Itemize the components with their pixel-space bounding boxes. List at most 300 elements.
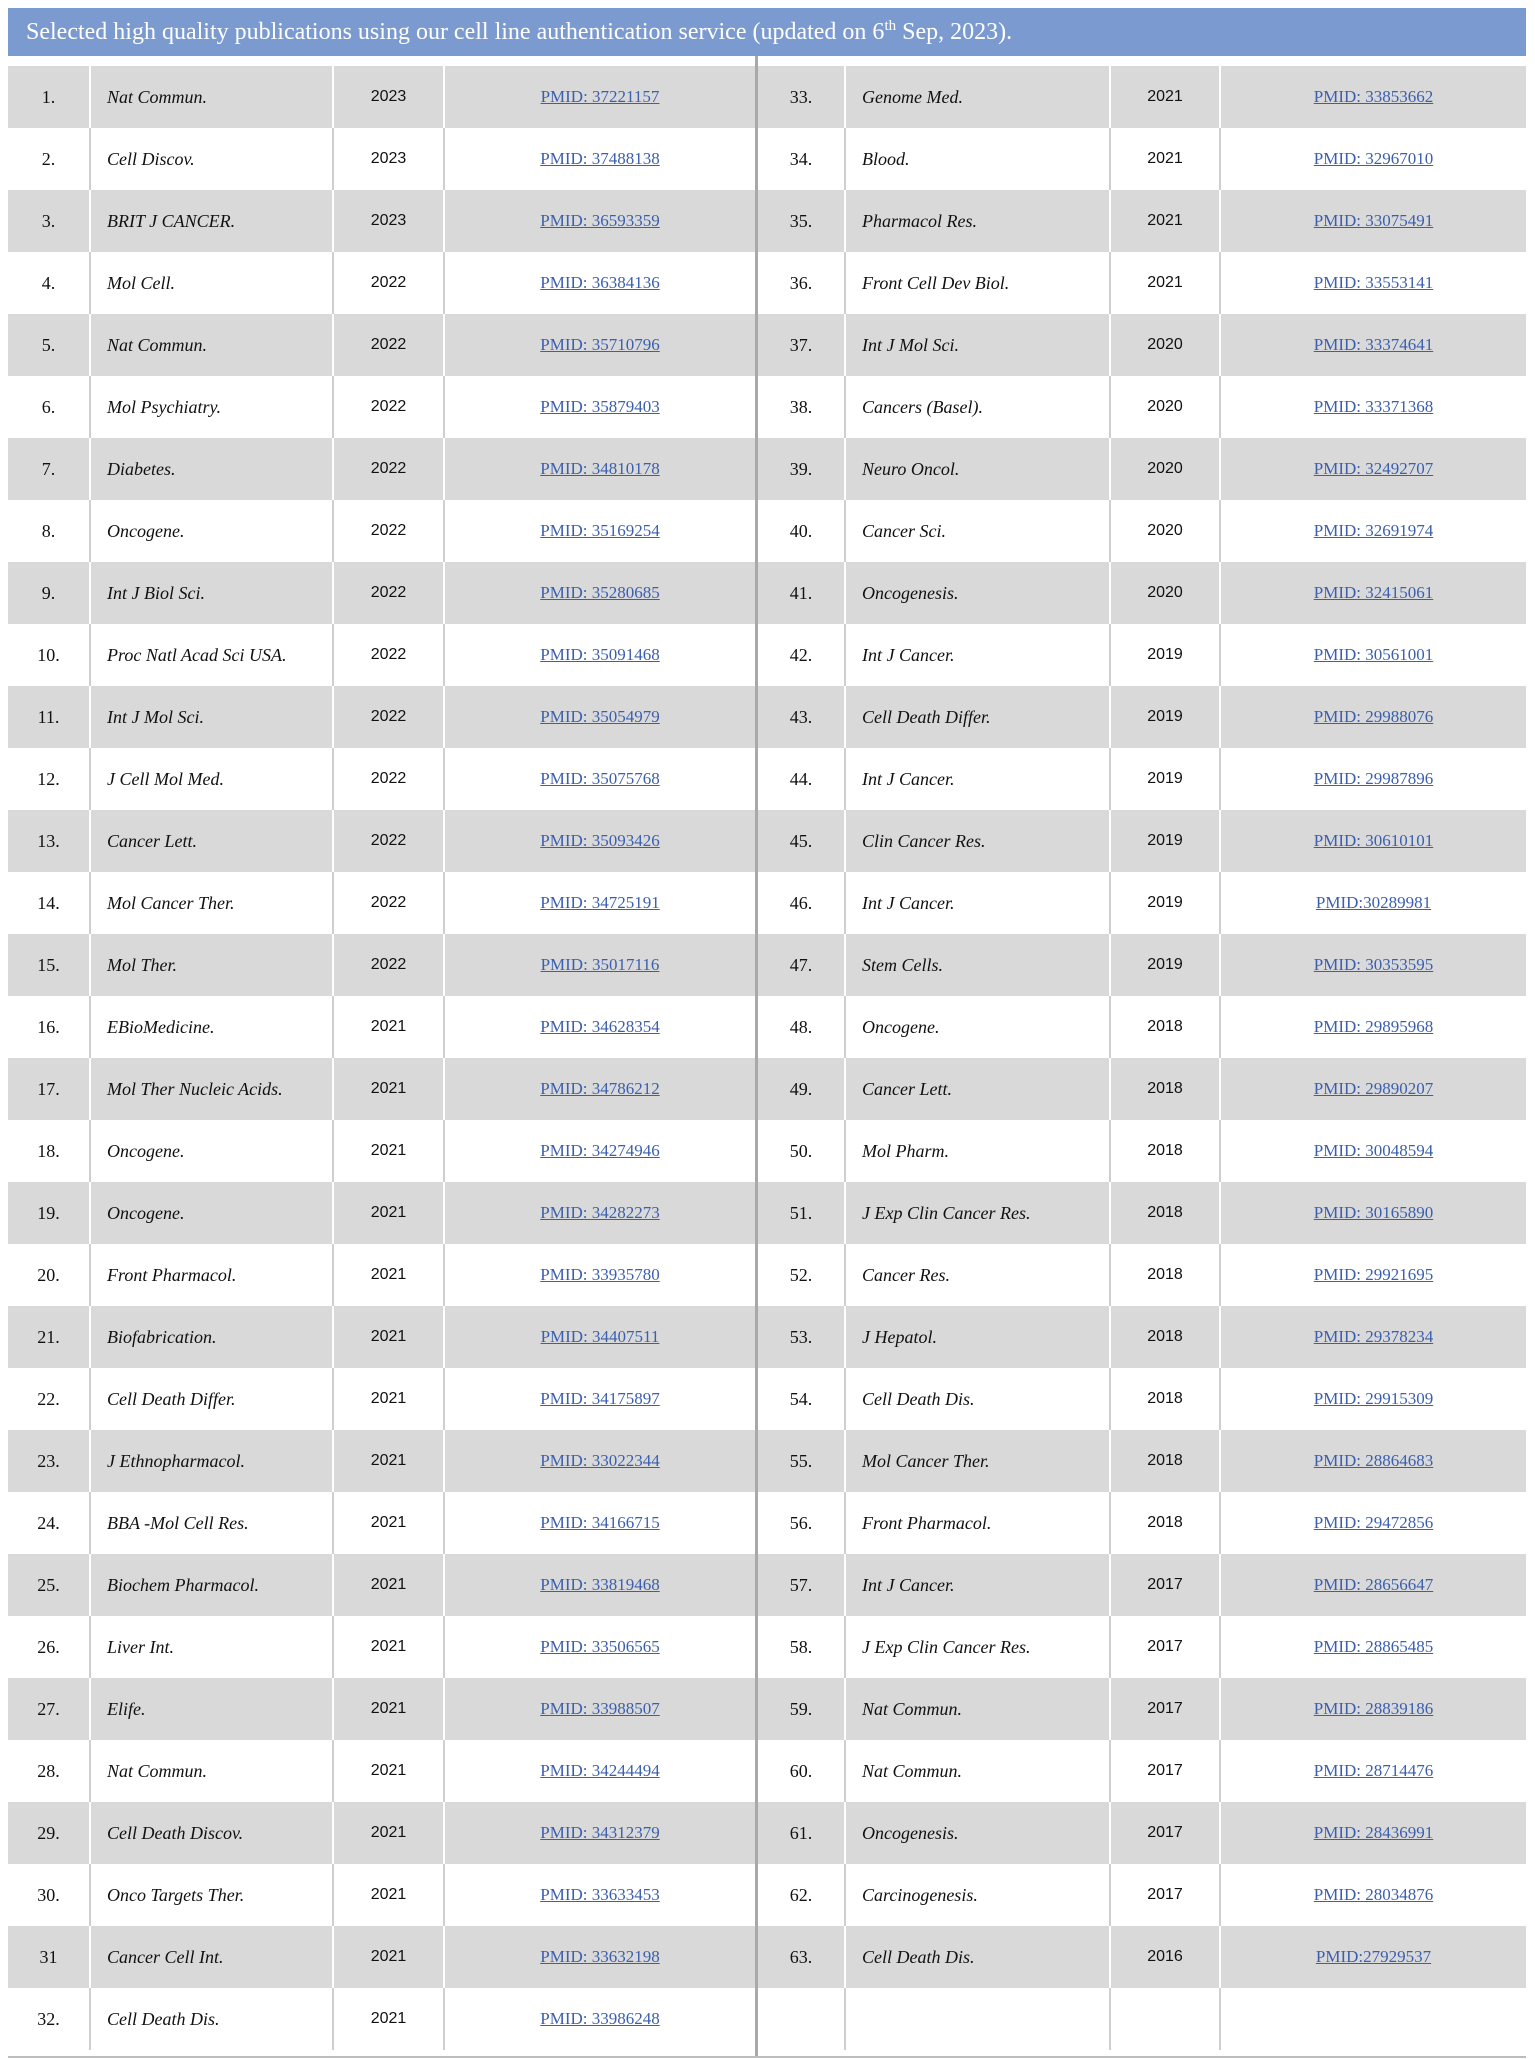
journal-name: Blood. xyxy=(862,148,910,169)
pmid-link-cell xyxy=(1220,1802,1526,1864)
publication-year-cell xyxy=(1110,1802,1220,1864)
pmid-link[interactable]: PMID: 35091468 xyxy=(540,645,660,664)
row-number: 16. xyxy=(37,1016,60,1037)
journal-name: Nat Commun. xyxy=(107,1760,208,1781)
row-number-cell xyxy=(758,1554,845,1616)
empty-cell xyxy=(758,1988,845,2050)
journal-name-cell xyxy=(90,810,333,872)
journal-name-cell xyxy=(90,1554,333,1616)
publication-year-cell xyxy=(333,1616,444,1678)
pmid-link[interactable]: PMID: 33075491 xyxy=(1313,211,1434,230)
row-number: 40. xyxy=(789,520,813,541)
pmid-link[interactable]: PMID: 34244494 xyxy=(540,1761,660,1780)
journal-name-cell xyxy=(845,1864,1110,1926)
journal-name: EBioMedicine. xyxy=(107,1016,215,1037)
journal-name: Int J Mol Sci. xyxy=(862,334,959,355)
publication-year: 2021 xyxy=(1147,274,1183,291)
pmid-link-cell xyxy=(1220,376,1526,438)
pmid-link-cell xyxy=(444,500,755,562)
row-number-cell xyxy=(758,1368,845,1430)
row-number-cell xyxy=(8,624,90,686)
table-row xyxy=(8,748,755,810)
row-number: 15. xyxy=(37,954,60,975)
pmid-link[interactable]: PMID: 28864683 xyxy=(1313,1451,1434,1470)
publication-year-cell xyxy=(1110,1616,1220,1678)
table-row xyxy=(8,934,755,996)
pmid-link[interactable]: PMID: 37488138 xyxy=(540,149,660,168)
row-number: 55. xyxy=(789,1450,813,1471)
pmid-link-cell xyxy=(444,66,755,128)
table-row xyxy=(8,1926,755,1988)
publication-year-cell xyxy=(1110,314,1220,376)
pmid-link-cell xyxy=(444,1368,755,1430)
row-number: 24. xyxy=(37,1512,60,1533)
journal-name: Biofabrication. xyxy=(107,1326,217,1347)
pmid-link[interactable]: PMID: 35280685 xyxy=(540,583,660,602)
pmid-link[interactable]: PMID: 32492707 xyxy=(1313,459,1434,478)
publication-year: 2021 xyxy=(370,1824,407,1841)
publication-year: 2019 xyxy=(1147,894,1183,911)
journal-name: BRIT J CANCER. xyxy=(107,210,236,231)
publication-year: 2022 xyxy=(370,646,407,663)
publication-year-cell xyxy=(1110,996,1220,1058)
journal-name-cell xyxy=(845,1368,1110,1430)
pmid-link[interactable]: PMID:27929537 xyxy=(1315,1947,1432,1966)
pmid-link[interactable]: PMID: 35054979 xyxy=(540,707,660,726)
pmid-link-cell xyxy=(1220,562,1526,624)
publication-year-cell xyxy=(1110,1058,1220,1120)
journal-name-cell xyxy=(845,1306,1110,1368)
table-row xyxy=(758,1120,1526,1182)
table-row xyxy=(758,934,1526,996)
pmid-link[interactable]: PMID: 33853662 xyxy=(1313,87,1434,106)
table-row xyxy=(8,1864,755,1926)
table-row xyxy=(758,1678,1526,1740)
table-row xyxy=(8,1740,755,1802)
row-number-cell xyxy=(758,1802,845,1864)
journal-name: J Cell Mol Med. xyxy=(107,768,224,789)
publications-table-left xyxy=(8,66,755,2050)
table-row xyxy=(8,996,755,1058)
row-number-cell xyxy=(8,996,90,1058)
journal-name-cell xyxy=(845,1120,1110,1182)
publication-year: 2017 xyxy=(1147,1824,1183,1841)
pmid-link[interactable]: PMID: 29895968 xyxy=(1313,1017,1434,1036)
row-number: 48. xyxy=(789,1016,813,1037)
pmid-link[interactable]: PMID: 36384136 xyxy=(540,273,660,292)
publication-year: 2022 xyxy=(370,832,407,849)
publication-year-cell xyxy=(1110,438,1220,500)
row-number: 9. xyxy=(41,582,56,603)
pmid-link[interactable]: PMID: 32967010 xyxy=(1313,149,1434,168)
publication-year-cell xyxy=(333,1926,444,1988)
table-row xyxy=(8,190,755,252)
publication-year: 2022 xyxy=(370,460,407,477)
table-row xyxy=(8,562,755,624)
row-number: 26. xyxy=(37,1636,60,1657)
publication-year-cell xyxy=(333,1120,444,1182)
row-number-cell xyxy=(758,1616,845,1678)
table-row xyxy=(758,66,1526,128)
journal-name: Nat Commun. xyxy=(862,1760,963,1781)
journal-name: Cancer Lett. xyxy=(107,830,197,851)
row-number-cell xyxy=(8,128,90,190)
pmid-link[interactable]: PMID: 35879403 xyxy=(540,397,660,416)
journal-name: Int J Cancer. xyxy=(862,892,955,913)
pmid-link[interactable]: PMID: 30048594 xyxy=(1313,1141,1434,1160)
journal-name-cell xyxy=(845,1802,1110,1864)
journal-name: Nat Commun. xyxy=(862,1698,963,1719)
publication-year-cell xyxy=(333,624,444,686)
journal-name: Oncogenesis. xyxy=(862,1822,959,1843)
pmid-link[interactable]: PMID: 33819468 xyxy=(540,1575,660,1594)
row-number: 18. xyxy=(37,1140,60,1161)
publication-year: 2018 xyxy=(1147,1390,1183,1407)
journal-name-cell xyxy=(845,500,1110,562)
publication-year-cell xyxy=(333,686,444,748)
pmid-link-cell xyxy=(1220,1120,1526,1182)
journal-name: J Exp Clin Cancer Res. xyxy=(862,1636,1031,1657)
pmid-link-cell xyxy=(444,1306,755,1368)
pmid-link[interactable]: PMID: 29378234 xyxy=(1313,1327,1434,1346)
publication-year-cell xyxy=(1110,686,1220,748)
pmid-link-cell xyxy=(444,1802,755,1864)
row-number-cell xyxy=(8,500,90,562)
pmid-link-cell xyxy=(444,1430,755,1492)
row-number-cell xyxy=(8,1554,90,1616)
row-number-cell xyxy=(758,1120,845,1182)
publication-year-cell xyxy=(333,438,444,500)
publication-year-cell xyxy=(333,996,444,1058)
row-number-cell xyxy=(758,624,845,686)
table-row xyxy=(8,1306,755,1368)
pmid-link[interactable]: PMID: 33633453 xyxy=(540,1885,660,1904)
publication-year-cell xyxy=(333,1864,444,1926)
table-row xyxy=(8,810,755,872)
pmid-link-cell xyxy=(444,934,755,996)
table-row xyxy=(8,1988,755,2050)
row-number: 59. xyxy=(789,1698,813,1719)
journal-name-cell xyxy=(845,1182,1110,1244)
pmid-link[interactable]: PMID: 33632198 xyxy=(540,1947,660,1966)
journal-name: Int J Mol Sci. xyxy=(107,706,204,727)
row-number-cell xyxy=(8,376,90,438)
pmid-link-cell xyxy=(444,1120,755,1182)
journal-name-cell xyxy=(845,1244,1110,1306)
table-row xyxy=(8,1430,755,1492)
pmid-link[interactable]: PMID: 33374641 xyxy=(1313,335,1434,354)
row-number: 57. xyxy=(789,1574,813,1595)
pmid-link-cell xyxy=(1220,686,1526,748)
row-number: 47. xyxy=(789,954,813,975)
journal-name-cell xyxy=(90,1430,333,1492)
journal-name: Mol Cancer Ther. xyxy=(862,1450,990,1471)
pmid-link[interactable]: PMID: 34175897 xyxy=(540,1389,660,1408)
pmid-link[interactable]: PMID: 30561001 xyxy=(1313,645,1434,664)
journal-name-cell xyxy=(845,872,1110,934)
publication-year: 2016 xyxy=(1147,1948,1183,1965)
publication-year-cell xyxy=(1110,1492,1220,1554)
pmid-link-cell xyxy=(444,1988,755,2050)
row-number-cell xyxy=(8,66,90,128)
row-number: 43. xyxy=(789,706,813,727)
pmid-link-cell xyxy=(444,1554,755,1616)
publication-year: 2021 xyxy=(370,1762,407,1779)
row-number: 41. xyxy=(789,582,813,603)
publication-year: 2020 xyxy=(1147,398,1183,415)
pmid-link[interactable]: PMID: 28865485 xyxy=(1313,1637,1434,1656)
pmid-link[interactable]: PMID: 34312379 xyxy=(540,1823,660,1842)
publication-year: 2021 xyxy=(370,1452,407,1469)
journal-name: Cancer Lett. xyxy=(862,1078,952,1099)
publication-year: 2022 xyxy=(370,956,407,973)
pmid-link[interactable]: PMID: 28714476 xyxy=(1313,1761,1434,1780)
row-number-cell xyxy=(8,748,90,810)
publication-year-cell xyxy=(1110,1554,1220,1616)
pmid-link-cell xyxy=(1220,934,1526,996)
journal-name: BBA -Mol Cell Res. xyxy=(107,1512,249,1533)
publication-year-cell xyxy=(333,1554,444,1616)
journal-name-cell xyxy=(90,934,333,996)
journal-name: Front Cell Dev Biol. xyxy=(862,272,1010,293)
journal-name-cell xyxy=(90,624,333,686)
table-row xyxy=(758,1926,1526,1988)
pmid-link-cell xyxy=(1220,1740,1526,1802)
publication-year: 2021 xyxy=(1147,88,1183,105)
pmid-link-cell xyxy=(444,1058,755,1120)
table-row xyxy=(758,624,1526,686)
publication-year: 2018 xyxy=(1147,1142,1183,1159)
publication-year-cell xyxy=(1110,934,1220,996)
pmid-link-cell xyxy=(1220,810,1526,872)
journal-name-cell xyxy=(90,314,333,376)
table-row xyxy=(8,252,755,314)
pmid-link-cell xyxy=(1220,1492,1526,1554)
pmid-link[interactable]: PMID: 37221157 xyxy=(540,87,660,106)
row-number: 6. xyxy=(41,396,56,417)
pmid-link-cell xyxy=(444,1678,755,1740)
pmid-link-cell xyxy=(1220,1244,1526,1306)
pmid-link[interactable]: PMID: 33988507 xyxy=(540,1699,660,1718)
publication-tables xyxy=(8,56,1526,2058)
pmid-link[interactable]: PMID: 29472856 xyxy=(1313,1513,1434,1532)
journal-name: Neuro Oncol. xyxy=(862,458,960,479)
journal-name-cell xyxy=(845,996,1110,1058)
pmid-link[interactable]: PMID: 30165890 xyxy=(1313,1203,1434,1222)
row-number-cell xyxy=(8,872,90,934)
table-row xyxy=(8,1244,755,1306)
row-number: 14. xyxy=(37,892,60,913)
publication-year: 2021 xyxy=(370,1576,407,1593)
pmid-link[interactable]: PMID:30289981 xyxy=(1315,893,1432,912)
publication-year: 2018 xyxy=(1147,1328,1183,1345)
pmid-link-cell xyxy=(444,314,755,376)
pmid-link[interactable]: PMID: 34407511 xyxy=(540,1327,660,1346)
journal-name-cell xyxy=(90,438,333,500)
pmid-link[interactable]: PMID: 32691974 xyxy=(1313,521,1434,540)
publications-page xyxy=(8,8,1526,2029)
empty-cell xyxy=(845,1988,1110,2050)
pmid-link[interactable]: PMID: 33935780 xyxy=(540,1265,660,1284)
pmid-link[interactable]: PMID: 29987896 xyxy=(1313,769,1434,788)
journal-name: Onco Targets Ther. xyxy=(107,1884,245,1905)
pmid-link[interactable]: PMID: 30610101 xyxy=(1313,831,1434,850)
journal-name-cell xyxy=(845,1678,1110,1740)
publication-year: 2022 xyxy=(370,398,407,415)
journal-name: J Ethnopharmacol. xyxy=(107,1450,245,1471)
journal-name-cell xyxy=(90,1864,333,1926)
row-number: 31 xyxy=(39,1946,58,1967)
publication-year: 2018 xyxy=(1147,1204,1183,1221)
pmid-link[interactable]: PMID: 28436991 xyxy=(1313,1823,1434,1842)
publication-year-cell xyxy=(333,1058,444,1120)
table-row xyxy=(758,500,1526,562)
row-number: 61. xyxy=(789,1822,813,1843)
journal-name: Diabetes. xyxy=(107,458,176,479)
publication-year-cell xyxy=(333,1802,444,1864)
journal-name-cell xyxy=(845,810,1110,872)
table-bottom-border xyxy=(8,2056,1526,2058)
journal-name: Proc Natl Acad Sci USA. xyxy=(107,644,287,665)
journal-name-cell xyxy=(90,1988,333,2050)
journal-name-cell xyxy=(845,190,1110,252)
title-text: Selected high quality publications using our cell line authentication service (updated on 6 xyxy=(26,19,885,45)
row-number: 44. xyxy=(789,768,813,789)
pmid-link-cell xyxy=(1220,1864,1526,1926)
publications-table-right xyxy=(758,66,1526,2050)
pmid-link[interactable]: PMID: 33022344 xyxy=(540,1451,660,1470)
pmid-link[interactable]: PMID: 34274946 xyxy=(540,1141,660,1160)
journal-name: Cell Death Differ. xyxy=(107,1388,236,1409)
publication-year-cell xyxy=(1110,500,1220,562)
journal-name: Mol Ther. xyxy=(107,954,178,975)
row-number-cell xyxy=(8,1864,90,1926)
publication-year: 2020 xyxy=(1147,584,1183,601)
publication-year-cell xyxy=(333,810,444,872)
pmid-link[interactable]: PMID: 35075768 xyxy=(540,769,660,788)
journal-name-cell xyxy=(845,1926,1110,1988)
empty-row xyxy=(758,1988,1526,2050)
journal-name: Cancer Sci. xyxy=(862,520,946,541)
pmid-link[interactable]: PMID: 33506565 xyxy=(540,1637,660,1656)
pmid-link[interactable]: PMID: 35169254 xyxy=(540,521,660,540)
row-number-cell xyxy=(8,1492,90,1554)
publication-year: 2019 xyxy=(1147,956,1183,973)
publication-year: 2023 xyxy=(370,150,407,167)
journal-name-cell xyxy=(90,128,333,190)
journal-name: Nat Commun. xyxy=(107,86,208,107)
row-number: 11. xyxy=(37,706,60,727)
publication-year: 2021 xyxy=(370,1638,407,1655)
pmid-link[interactable]: PMID: 33986248 xyxy=(540,2009,660,2028)
pmid-link[interactable]: PMID: 34786212 xyxy=(540,1079,660,1098)
row-number-cell xyxy=(8,1678,90,1740)
row-number-cell xyxy=(758,1926,845,1988)
pmid-link-cell xyxy=(444,128,755,190)
pmid-link-cell xyxy=(444,810,755,872)
pmid-link[interactable]: PMID: 28656647 xyxy=(1313,1575,1434,1594)
table-row xyxy=(8,1492,755,1554)
pmid-link[interactable]: PMID: 34810178 xyxy=(540,459,660,478)
publication-year: 2019 xyxy=(1147,646,1183,663)
table-row xyxy=(758,1306,1526,1368)
journal-name: Front Pharmacol. xyxy=(107,1264,237,1285)
pmid-link[interactable]: PMID: 29988076 xyxy=(1313,707,1434,726)
pmid-link[interactable]: PMID: 29890207 xyxy=(1313,1079,1434,1098)
pmid-link[interactable]: PMID: 34282273 xyxy=(540,1203,660,1222)
journal-name-cell xyxy=(90,1058,333,1120)
pmid-link-cell xyxy=(1220,1616,1526,1678)
row-number: 39. xyxy=(789,458,813,479)
row-number: 34. xyxy=(789,148,813,169)
table-row xyxy=(758,562,1526,624)
row-number: 58. xyxy=(789,1636,813,1657)
journal-name: Mol Cell. xyxy=(107,272,175,293)
pmid-link[interactable]: PMID: 29921695 xyxy=(1313,1265,1434,1284)
row-number-cell xyxy=(758,562,845,624)
pmid-link-cell xyxy=(1220,1554,1526,1616)
table-row xyxy=(758,190,1526,252)
row-number-cell xyxy=(8,810,90,872)
row-number-cell xyxy=(758,376,845,438)
pmid-link[interactable]: PMID: 32415061 xyxy=(1313,583,1434,602)
pmid-link[interactable]: PMID: 35710796 xyxy=(540,335,660,354)
pmid-link[interactable]: PMID: 35017116 xyxy=(540,955,660,974)
publication-year: 2019 xyxy=(1147,832,1183,849)
pmid-link[interactable]: PMID: 29915309 xyxy=(1313,1389,1434,1408)
row-number-cell xyxy=(8,1926,90,1988)
publication-year-cell xyxy=(333,128,444,190)
pmid-link[interactable]: PMID: 28034876 xyxy=(1313,1885,1434,1904)
row-number-cell xyxy=(8,1740,90,1802)
pmid-link[interactable]: PMID: 33371368 xyxy=(1313,397,1434,416)
journal-name-cell xyxy=(845,438,1110,500)
publication-year: 2022 xyxy=(370,522,407,539)
publication-year: 2017 xyxy=(1147,1576,1183,1593)
pmid-link[interactable]: PMID: 34628354 xyxy=(540,1017,660,1036)
pmid-link-cell xyxy=(1220,252,1526,314)
row-number: 33. xyxy=(789,86,813,107)
pmid-link[interactable]: PMID: 34166715 xyxy=(540,1513,660,1532)
pmid-link[interactable]: PMID: 36593359 xyxy=(540,211,660,230)
pmid-link[interactable]: PMID: 34725191 xyxy=(540,893,660,912)
table-row xyxy=(758,1864,1526,1926)
pmid-link[interactable]: PMID: 28839186 xyxy=(1313,1699,1434,1718)
row-number: 17. xyxy=(37,1078,60,1099)
pmid-link[interactable]: PMID: 33553141 xyxy=(1313,273,1434,292)
pmid-link[interactable]: PMID: 35093426 xyxy=(540,831,660,850)
publication-year: 2023 xyxy=(370,88,407,105)
journal-name-cell xyxy=(845,128,1110,190)
journal-name-cell xyxy=(90,1740,333,1802)
pmid-link[interactable]: PMID: 30353595 xyxy=(1313,955,1434,974)
pmid-link-cell xyxy=(1220,1368,1526,1430)
publication-year: 2021 xyxy=(370,1948,407,1965)
row-number: 10. xyxy=(37,644,60,665)
publication-year-cell xyxy=(333,1430,444,1492)
pmid-link-cell xyxy=(1220,872,1526,934)
publication-year-cell xyxy=(333,1306,444,1368)
journal-name: Mol Ther Nucleic Acids. xyxy=(107,1078,283,1099)
publication-year: 2022 xyxy=(370,584,407,601)
journal-name: Cell Discov. xyxy=(107,148,195,169)
publication-year-cell xyxy=(1110,128,1220,190)
journal-name: J Exp Clin Cancer Res. xyxy=(862,1202,1031,1223)
row-number: 32. xyxy=(37,2008,60,2029)
journal-name-cell xyxy=(845,624,1110,686)
publication-year: 2017 xyxy=(1147,1762,1183,1779)
journal-name-cell xyxy=(90,1244,333,1306)
